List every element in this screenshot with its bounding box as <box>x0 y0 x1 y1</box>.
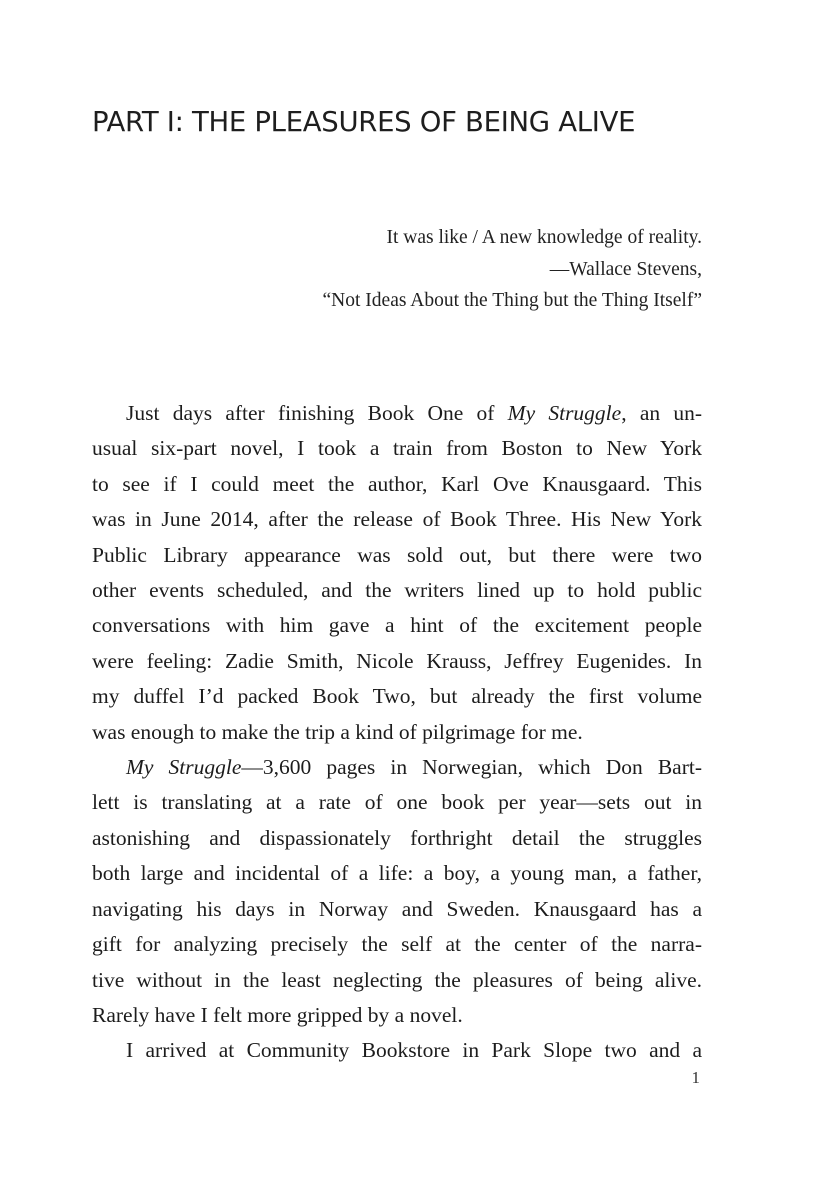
chapter-title: PART I: THE PLEASURES OF BEING ALIVE <box>92 106 636 138</box>
body-text <box>92 396 702 1069</box>
epigraph <box>200 222 702 317</box>
body-line: gift for analyzing precisely the self at the center of the narra- <box>92 932 702 957</box>
body-line: lett is translating at a rate of one book per year—sets out in <box>92 790 702 815</box>
body-line: usual six-part novel, I took a train from Boston to New York <box>92 436 702 461</box>
body-line: my duffel I’d packed Book Two, but already the first volume <box>92 684 702 709</box>
body-line: both large and incidental of a life: a boy, a young man, a father, <box>92 861 702 886</box>
epigraph-attribution: —Wallace Stevens, <box>549 258 702 280</box>
body-line: Public Library appearance was sold out, but there were two <box>92 542 702 567</box>
body-line: navigating his days in Norway and Sweden. Knausgaard has a <box>92 896 702 921</box>
body-line: Just days after finishing Book One of My Struggle, an un- <box>126 401 702 425</box>
body-line: were feeling: Zadie Smith, Nicole Krauss, Jeffrey Eugenides. In <box>92 648 702 673</box>
body-line: tive without in the least neglecting the pleasures of being alive. <box>92 967 702 992</box>
body-line: Rarely have I felt more gripped by a novel. <box>92 1002 463 1027</box>
epigraph-source: “Not Ideas About the Thing but the Thing Itself” <box>322 290 702 311</box>
body-line: My Struggle—3,600 pages in Norwegian, which Don Bart- <box>126 755 702 780</box>
body-line: astonishing and dispassionately forthright detail the struggles <box>92 825 702 850</box>
body-line: was in June 2014, after the release of Book Three. His New York <box>92 507 702 532</box>
body-line: was enough to make the trip a kind of pilgrimage for me. <box>92 719 583 744</box>
body-line: other events scheduled, and the writers lined up to hold public <box>92 578 702 603</box>
body-line: to see if I could meet the author, Karl Ove Knausgaard. This <box>92 471 702 496</box>
page-number: 1 <box>691 1068 700 1087</box>
body-line: I arrived at Community Bookstore in Park Slope two and a <box>126 1038 702 1063</box>
body-line: conversations with him gave a hint of the excitement people <box>92 613 702 638</box>
epigraph-quote: It was like / A new knowledge of reality. <box>386 227 702 248</box>
